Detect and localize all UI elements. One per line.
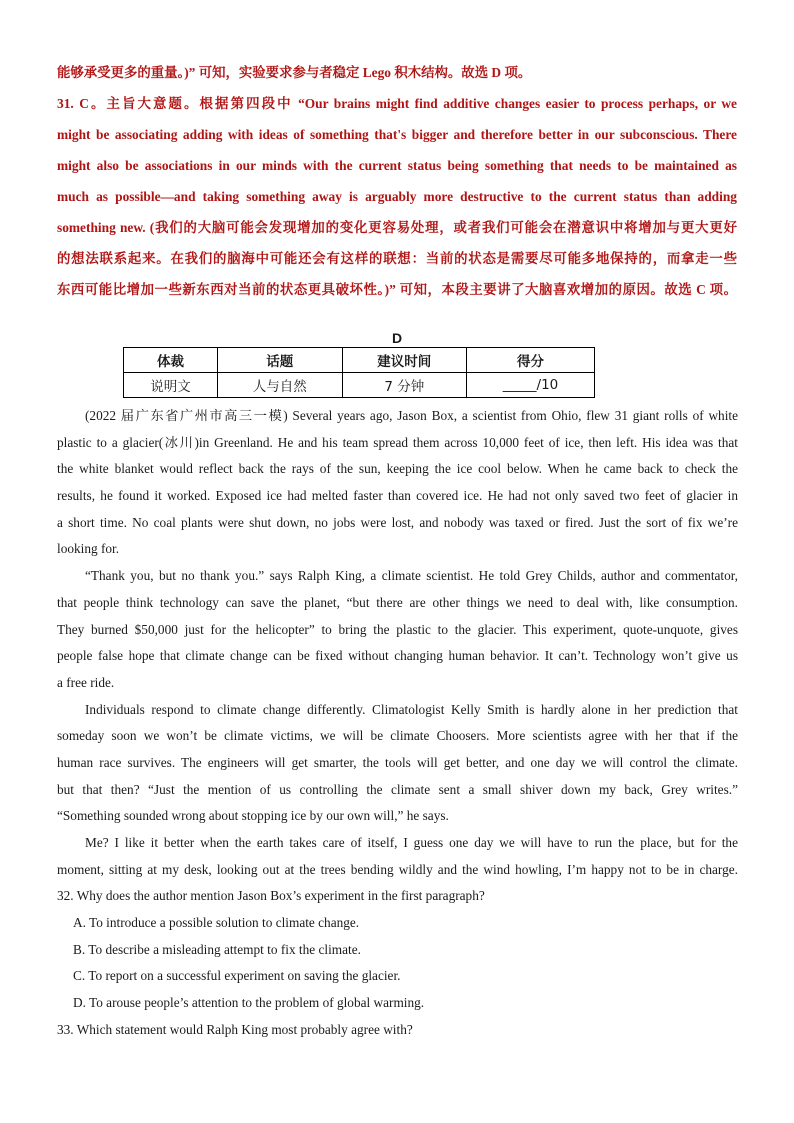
question-32-option-d: D. To arouse people’s attention to the problem of global warming. — [73, 995, 425, 1011]
passage-line: Me? I like it better when the earth takes care of itself, I guess one day we will have to run the place, but for the — [85, 835, 738, 850]
table-header-time: 建议时间 — [342, 348, 467, 373]
question-32-option-c: C. To report on a successful experiment on saving the glacier. — [73, 968, 401, 984]
table-cell-genre: 说明文 — [124, 373, 218, 398]
passage-line: Individuals respond to climate change differently. Climatologist Kelly Smith is hardly alone in her prediction that — [85, 701, 738, 717]
table-cell-score: _____/10 — [467, 373, 595, 398]
passage-line: human race survives. The engineers will get smarter, the tools will get better, and one day we will control the climate. — [57, 754, 738, 770]
question-33-stem: 33. Which statement would Ralph King most probably agree with? — [57, 1021, 413, 1037]
table-cell-topic: 人与自然 — [217, 373, 342, 398]
passage-line: “Thank you, but no thank you.” says Ralph King, a climate scientist. He told Grey Childs, author and commentator, — [85, 568, 738, 584]
passage-info-table — [123, 347, 595, 398]
passage-line: people false hope that climate change can be fixed without changing human behavior. It can’t. Technology won’t give us — [57, 648, 738, 664]
answer-line: 的想法联系起来。在我们的脑海中可能还会有这样的联想：当前的状态是需要尽可能多地保持的，而拿走一些 — [57, 251, 737, 266]
passage-line: plastic to a glacier(冰川)in Greenland. He and his team spread them across 10,000 feet of ice, then left. His idea was that — [57, 434, 738, 450]
question-32-stem: 32. Why does the author mention Jason Box’s experiment in the first paragraph? — [57, 888, 485, 904]
answer-explanation — [57, 57, 737, 305]
passage-line: looking for. — [57, 541, 120, 557]
answer-line: 31. C。主旨大意题。根据第四段中 “Our brains might find additive changes easier to process perhaps, or we — [57, 96, 737, 111]
passage-line: someday soon we won’t be climate victims, we will be climate Choosers. More scientists agree with her that if the — [57, 728, 738, 744]
passage-line: that people think technology can save the planet, “but there are other things we need to deal with, like consumption. — [57, 594, 738, 610]
table-header-topic: 话题 — [217, 348, 342, 373]
table-header-genre: 体裁 — [124, 348, 218, 373]
table-cell-time: 7 分钟 — [342, 373, 467, 398]
passage-line: the white blanket would reflect back the rays of the sun, keeping the ice cool below. When he came back to check the — [57, 461, 738, 477]
passage-line: moment, sitting at my desk, looking out at the trees bending wildly and the wind howling, I’m happy not to be in charge. — [57, 861, 738, 877]
answer-line: 能够承受更多的重量。)” 可知，实验要求参与者稳定 Lego 积木结构。故选 D 项。 — [57, 65, 532, 80]
passage-line: They burned $50,000 just for the helicopter” to bring the plastic to the glacier. This experiment, quote-unquote, gives — [57, 621, 738, 637]
passage-line: but that then? “Just the mention of us controlling the climate sent a small shiver down my back, Grey writes.” — [57, 781, 738, 797]
reading-passage — [57, 403, 738, 1044]
answer-line: might also be associations in our minds with the current status being something that needs to be maintained as — [57, 158, 737, 173]
answer-line: something new. (我们的大脑可能会发现增加的变化更容易处理，或者我们可能会在潜意识中将增加与更大更好 — [57, 220, 737, 235]
question-32-option-a: A. To introduce a possible solution to climate change. — [73, 915, 360, 931]
passage-line: a short time. No coal plants were shut down, no jobs were lost, and nobody was taxed or fired. Just the sort of fix we’re — [57, 514, 738, 530]
answer-line: 东西可能比增加一些新东西对当前的状态更具破坏性。)” 可知，本段主要讲了大脑喜欢增加的原因。故选 C 项。 — [57, 282, 737, 297]
passage-line: (2022 届广东省广州市高三一模) Several years ago, Jason Box, a scientist from Ohio, flew 31 giant rolls of white — [85, 408, 738, 423]
question-32-option-b: B. To describe a misleading attempt to fix the climate. — [73, 941, 361, 957]
table-header-score: 得分 — [467, 348, 595, 373]
section-label: D — [391, 330, 403, 346]
passage-line: results, he found it worked. Exposed ice had melted faster than covered ice. He had not only saved two feet of glacier in — [57, 488, 738, 504]
passage-line: “Something sounded wrong about stopping ice by our own will,” he says. — [57, 808, 449, 824]
passage-line: a free ride. — [57, 674, 115, 690]
answer-line: might be associating adding with ideas of something that's bigger and therefore better in our subconscious. There — [57, 127, 737, 142]
answer-line: much as possible—and taking something away is arguably more destructive to the current status than adding — [57, 189, 737, 204]
